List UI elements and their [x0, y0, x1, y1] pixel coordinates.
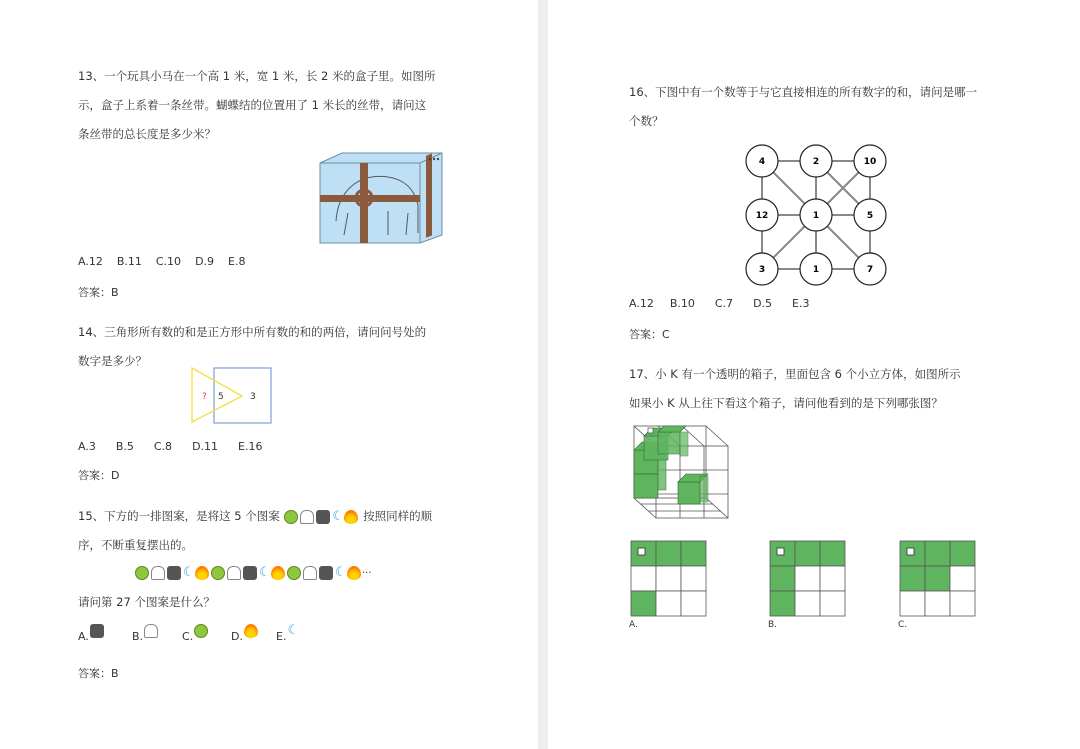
q13-text: [78, 62, 478, 149]
q14-text: [78, 318, 488, 376]
frog-icon: [135, 566, 149, 580]
q14-option-c[interactable]: C.8: [153, 440, 173, 453]
q16-node-1-2: [854, 199, 886, 231]
q15-sequence-ellipsis: ···: [362, 568, 372, 579]
q17-choice-grid: [768, 538, 868, 624]
q16-option-e[interactable]: E.3: [792, 297, 810, 310]
empty-cell: [631, 566, 656, 591]
q15-line-1: [78, 502, 498, 531]
q13-line-3: 条丝带的总长度是多少米？: [78, 127, 216, 141]
q16-graph: [744, 143, 890, 288]
q13-option-d[interactable]: D.9: [195, 255, 215, 268]
cat-icon: [319, 566, 333, 580]
q17-choice-b[interactable]: [768, 538, 868, 630]
page-gutter: [538, 0, 548, 749]
q13-option-e[interactable]: E.8: [228, 255, 246, 268]
corner-marker: [907, 548, 914, 555]
ghost-icon: [227, 566, 241, 580]
q15-option-b-label: B.: [132, 630, 144, 643]
q16-node-1-1: [800, 199, 832, 231]
q17-line-2: 如果小 K 从上往下看这个箱子，请问他看到的是下列哪张图？: [629, 396, 943, 410]
filled-cell: [820, 541, 845, 566]
page-right: [548, 0, 1080, 749]
q13-answer: 答案：B: [78, 286, 119, 299]
q15-option-d[interactable]: [231, 630, 259, 643]
q16-node-2-2: [854, 253, 886, 285]
q16-text: [629, 78, 1049, 136]
q13-option-a[interactable]: A.12: [78, 255, 103, 268]
q16-node-label: 3: [758, 265, 766, 275]
q13-option-b[interactable]: B.11: [116, 255, 142, 268]
filled-cell: [656, 541, 681, 566]
moon-icon: ☾: [332, 508, 345, 524]
q17-line-1: 17、小 K 有一个透明的箱子，里面包含 6 个小立方体，如图所示: [629, 367, 961, 381]
q17-choice-a-label: A.: [629, 620, 638, 630]
q16-node-label: 1: [812, 211, 820, 221]
q17-text: [629, 360, 1049, 418]
q15-text: [78, 502, 498, 560]
frog-icon: [211, 566, 225, 580]
filled-cell: [681, 541, 706, 566]
q13-option-c[interactable]: C.10: [155, 255, 182, 268]
q14-option-a[interactable]: A.3: [78, 440, 96, 453]
q16-line-1: 16、下图中有一个数等于与它直接相连的所有数字的和，请问是哪一: [629, 85, 978, 99]
q16-node-0-0: [746, 145, 778, 177]
empty-cell: [656, 591, 681, 616]
empty-cell: [820, 566, 845, 591]
ghost-icon: [300, 510, 314, 524]
cat-icon: [243, 566, 257, 580]
q15-option-d-label: D.: [231, 630, 243, 643]
q14-overlap-number: 5: [218, 392, 224, 402]
filled-cell: [950, 541, 975, 566]
q13-line-1: 13、一个玩具小马在一个高 1 米，宽 1 米，长 2 米的盒子里。如图所: [78, 69, 436, 83]
empty-cell: [656, 566, 681, 591]
q13-box-figure: [318, 151, 444, 245]
q17-choice-grid: [898, 538, 998, 624]
q16-node-2-0: [746, 253, 778, 285]
q15-line-2: 序，不断重复摆出的。: [78, 538, 193, 552]
q17-choice-c-label: C.: [898, 620, 908, 630]
q14-square-number: 3: [250, 392, 256, 402]
q15-line-1-pre: 15、下方的一排图案，是将这 5 个图案: [78, 509, 280, 523]
q15-sequence: [134, 566, 372, 580]
q16-node-label: 1: [812, 265, 820, 275]
q16-node-1-0: [746, 199, 778, 231]
filled-cell: [900, 566, 925, 591]
empty-cell: [950, 566, 975, 591]
empty-cell: [900, 591, 925, 616]
q16-node-2-1: [800, 253, 832, 285]
q14-option-e[interactable]: E.16: [238, 440, 263, 453]
q14-question-mark: ?: [202, 392, 207, 402]
q15-answer: 答案：B: [78, 667, 119, 680]
empty-cell: [681, 566, 706, 591]
fire-icon: [344, 510, 358, 524]
q16-node-0-1: [800, 145, 832, 177]
q15-option-a[interactable]: [78, 630, 105, 643]
empty-cell: [950, 591, 975, 616]
q16-node-0-2: [854, 145, 886, 177]
empty-cell: [820, 591, 845, 616]
q14-answer: 答案：D: [78, 469, 120, 482]
fire-icon: [244, 624, 258, 638]
empty-cell: [925, 591, 950, 616]
q16-node-label: 2: [812, 157, 820, 167]
q16-options: [629, 297, 823, 310]
q14-line-2: 数字是多少？: [78, 354, 147, 368]
q14-triangle: [192, 368, 242, 422]
q16-option-c[interactable]: C.7: [714, 297, 734, 310]
cat-icon: [167, 566, 181, 580]
q14-figure: [190, 366, 274, 426]
q16-node-label: 10: [863, 157, 877, 167]
q17-box-figure: [632, 424, 732, 524]
corner-marker: [638, 548, 645, 555]
empty-cell: [681, 591, 706, 616]
q17-choice-grid: [629, 538, 729, 624]
q15-option-a-label: A.: [78, 630, 89, 643]
q16-node-label: 4: [758, 157, 766, 167]
q16-node-label: 12: [755, 211, 769, 221]
frog-icon: [194, 624, 208, 638]
ghost-icon: [144, 624, 158, 638]
empty-cell: [795, 566, 820, 591]
q15-option-e-label: E.: [276, 630, 287, 643]
page-left: [0, 0, 538, 749]
q16-node-label: 5: [866, 211, 874, 221]
cat-icon: [316, 510, 330, 524]
frog-icon: [287, 566, 301, 580]
empty-cell: [795, 591, 820, 616]
fire-icon: [271, 566, 285, 580]
q13-options: [78, 255, 259, 268]
q17-choice-b-label: B.: [768, 620, 778, 630]
filled-cell: [795, 541, 820, 566]
q15-option-e[interactable]: [276, 623, 300, 643]
q13-line-2: 示，盒子上系着一条丝带。蝴蝶结的位置用了 1 米长的丝带，请问这: [78, 98, 427, 112]
ghost-icon: [151, 566, 165, 580]
q17-choice-a[interactable]: [629, 538, 729, 630]
moon-icon: ☾: [259, 565, 271, 580]
q16-line-2: 个数？: [629, 114, 664, 128]
filled-cell: [631, 591, 656, 616]
q16-option-d[interactable]: D.5: [753, 297, 773, 310]
filled-cell: [770, 566, 795, 591]
corner-marker: [777, 548, 784, 555]
q14-line-1: 14、三角形所有数的和是正方形中所有数的和的两倍，请问问号处的: [78, 325, 427, 339]
moon-icon: ☾: [335, 565, 347, 580]
q16-node-label: 7: [866, 265, 874, 275]
q15-option-c-label: C.: [182, 630, 194, 643]
frog-icon: [284, 510, 298, 524]
moon-icon: ☾: [287, 623, 300, 638]
moon-icon: ☾: [183, 565, 195, 580]
q14-option-d[interactable]: D.11: [192, 440, 219, 453]
q17-choice-c[interactable]: [898, 538, 998, 630]
filled-cell: [770, 591, 795, 616]
q16-answer: 答案：C: [629, 328, 670, 341]
q15-option-b[interactable]: [132, 630, 159, 643]
q16-option-a[interactable]: A.12: [629, 297, 654, 310]
q15-line-1-post: 按照同样的顺: [363, 509, 433, 523]
q16-option-b[interactable]: B.10: [669, 297, 695, 310]
filled-cell: [925, 541, 950, 566]
q15-option-c[interactable]: [182, 630, 209, 643]
q15-question: 请问第 27 个图案是什么？: [78, 595, 215, 609]
cat-icon: [90, 624, 104, 638]
ghost-icon: [303, 566, 317, 580]
q14-option-b[interactable]: B.5: [115, 440, 134, 453]
fire-icon: [347, 566, 361, 580]
filled-cell: [925, 566, 950, 591]
fire-icon: [195, 566, 209, 580]
q14-options: [78, 440, 276, 453]
